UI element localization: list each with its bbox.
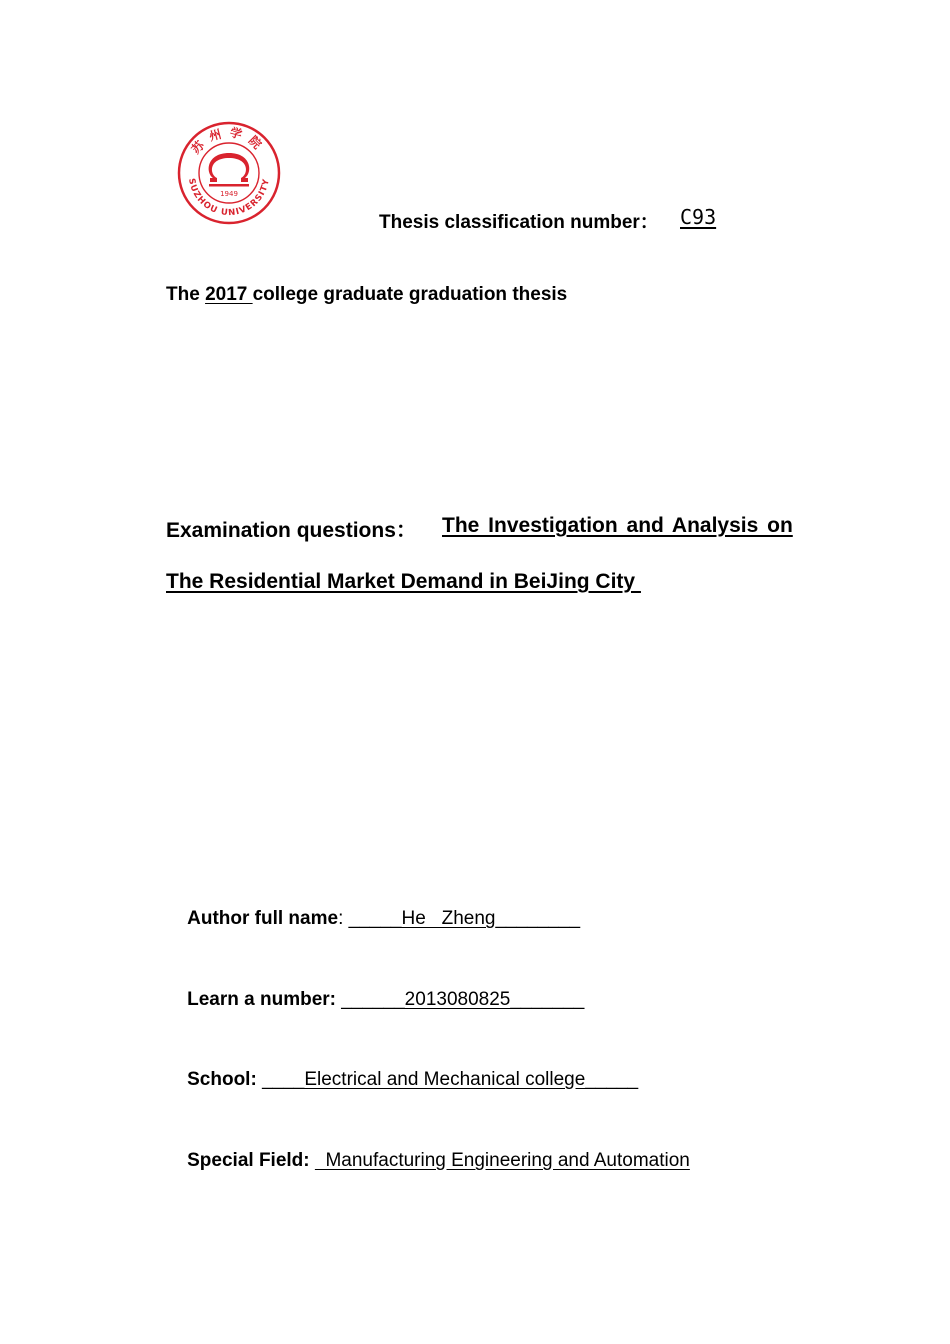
school-label: School:	[187, 1069, 263, 1090]
exam-label: Examination questions：	[166, 519, 417, 542]
student-number-label: Learn a number:	[187, 989, 342, 1010]
university-seal-logo	[176, 120, 282, 226]
exam-title-line1: The Investigation and Analysis on	[442, 514, 793, 537]
special-field-row	[166, 1128, 690, 1194]
author-value: _____He Zheng________	[348, 908, 581, 929]
classification-value: C93	[680, 205, 717, 229]
special-field-label: Special Field:	[187, 1150, 315, 1171]
student-number-row	[166, 967, 584, 1033]
student-number-value: ______2013080825_______	[341, 989, 585, 1010]
thesis-year: 2017	[205, 284, 253, 305]
classification-label: Thesis classification number：	[379, 212, 659, 233]
thesis-subtitle	[166, 284, 567, 306]
svg-text:SUZHOU UNIVERSITY: SUZHOU UNIVERSITY	[186, 177, 272, 219]
school-value: ____Electrical and Mechanical college_____	[262, 1069, 639, 1090]
subtitle-prefix: The	[166, 284, 206, 305]
author-label: Author full name	[187, 908, 339, 929]
author-colon: :	[338, 908, 349, 929]
special-field-value: Manufacturing Engineering and Automation	[314, 1150, 690, 1171]
subtitle-suffix: college graduate graduation thesis	[252, 284, 568, 305]
school-row	[166, 1047, 638, 1113]
author-row	[166, 886, 580, 952]
svg-text:1949: 1949	[220, 190, 238, 198]
exam-title-line2: The Residential Market Demand in BeiJing City	[166, 570, 641, 593]
svg-text:苏州学院: 苏州学院	[188, 125, 270, 157]
